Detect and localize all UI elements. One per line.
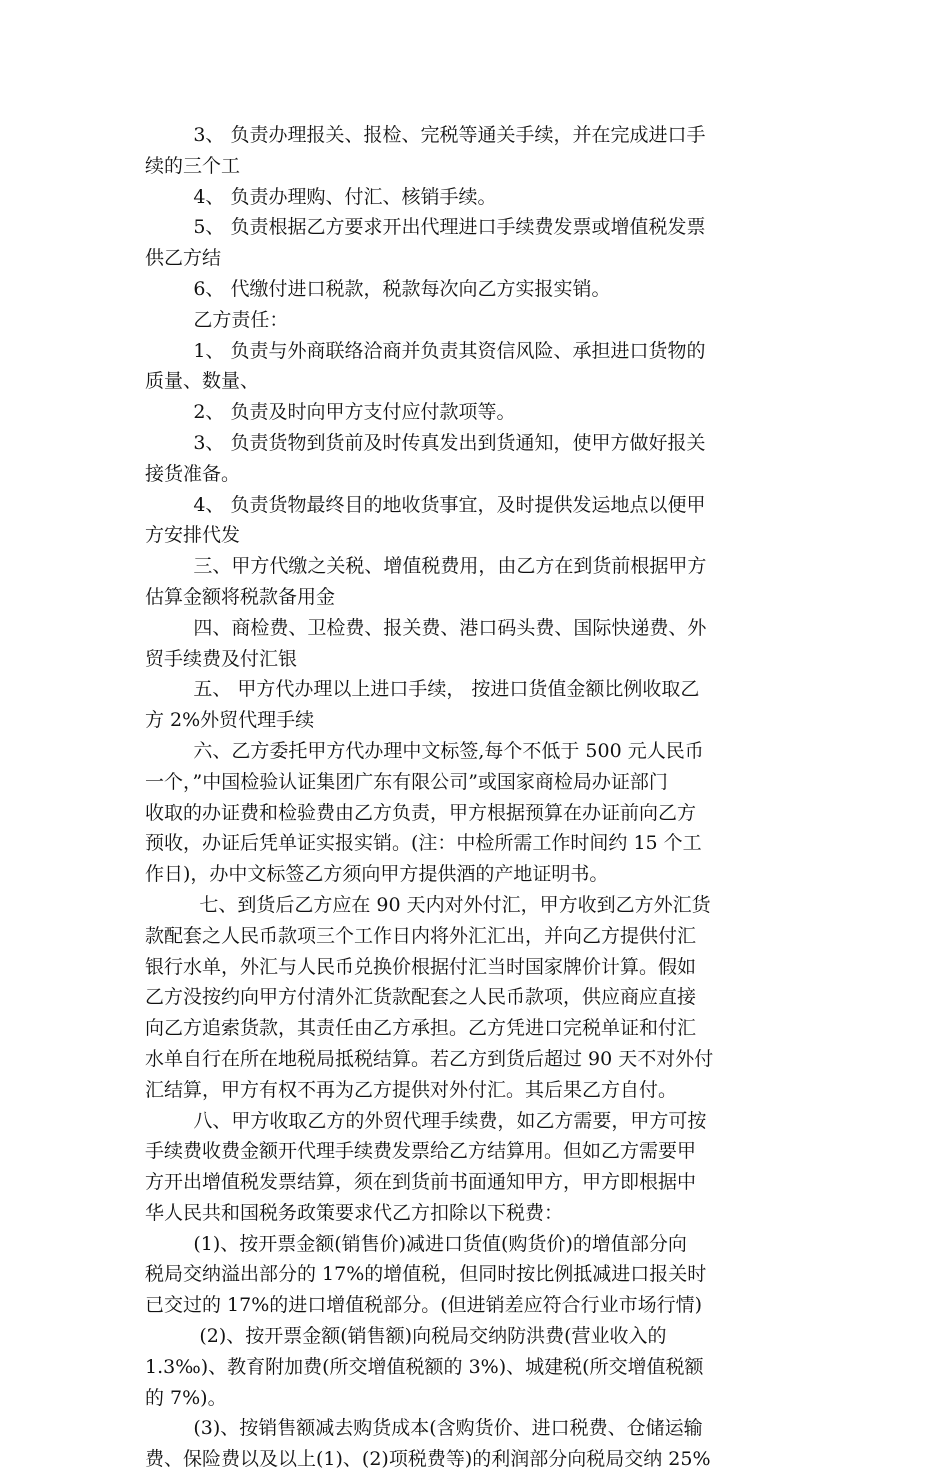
text-line: 4、 负责办理购、付汇、核销手续。 xyxy=(145,185,497,208)
paragraph-p4 xyxy=(145,274,810,305)
text-line: 乙方责任： xyxy=(145,308,289,331)
text-line: 费、保险费以及以上(1)、(2)项税费等)的利润部分向税局交纳 25% xyxy=(145,1448,711,1471)
text-line: (1)、按开票金额(销售价)减进口货值(购货价)的增值部分向 xyxy=(145,1232,687,1255)
text-line: (2)、按开票金额(销售额)向税局交纳防洪费(营业收入的 xyxy=(145,1325,667,1348)
text-line: 汇结算，甲方有权不再为乙方提供对外付汇。其后果乙方自付。 xyxy=(145,1078,678,1101)
text-line: (3)、按销售额减去购货成本(含购货价、进口税费、仓储运输 xyxy=(145,1417,703,1440)
text-line: 华人民共和国税务政策要求代乙方扣除以下税费： xyxy=(145,1201,564,1224)
paragraph-p12 xyxy=(145,674,810,736)
text-line: 方安排代发 xyxy=(145,524,241,547)
text-line: 1、 负责与外商联络洽商并负责其资信风险、承担进口货物的 xyxy=(145,339,706,362)
text-line: 2、 负责及时向甲方支付应付款项等。 xyxy=(145,401,516,424)
paragraph-p9 xyxy=(145,490,810,552)
text-line: 一个，”中国检验认证集团广东有限公司”或国家商检局办证部门 xyxy=(145,770,668,793)
text-line: 手续费收费金额开代理手续费发票给乙方结算用。但如乙方需要甲 xyxy=(145,1140,697,1163)
paragraph-p6 xyxy=(145,336,810,398)
text-line: 接货准备。 xyxy=(145,462,241,485)
text-line: 质量、数量、 xyxy=(145,370,260,393)
text-line: 作日)，办中文标签乙方须向甲方提供酒的产地证明书。 xyxy=(145,863,609,886)
paragraph-p17 xyxy=(145,1321,810,1413)
text-line: 税局交纳溢出部分的 17%的增值税，但同时按比例抵减进口报关时 xyxy=(145,1263,707,1286)
paragraph-p7 xyxy=(145,397,810,428)
text-line: 银行水单，外汇与人民币兑换价根据付汇当时国家牌价计算。假如 xyxy=(145,955,697,978)
text-line: 方开出增值税发票结算，须在到货前书面通知甲方，甲方即根据中 xyxy=(145,1171,697,1194)
text-line: 贸手续费及付汇银 xyxy=(145,647,298,670)
paragraph-p14 xyxy=(145,890,810,1106)
text-line: 3、 负责办理报关、报检、完税等通关手续，并在完成进口手 xyxy=(145,124,706,146)
text-line: 3、 负责货物到货前及时传真发出到货通知，使甲方做好报关 xyxy=(145,431,706,454)
text-line: 1.3‰)、教育附加费(所交增值税额的 3%)、城建税(所交增值税额 xyxy=(145,1355,704,1378)
text-line: 续的三个工 xyxy=(145,154,241,177)
paragraph-p13 xyxy=(145,736,810,890)
paragraph-p8 xyxy=(145,428,810,490)
text-line: 4、 负责货物最终目的地收货事宜，及时提供发运地点以便甲 xyxy=(145,493,706,516)
text-line: 七、到货后乙方应在 90 天内对外付汇，甲方收到乙方外汇货 xyxy=(145,893,711,916)
paragraph-p15 xyxy=(145,1106,810,1229)
paragraph-p11 xyxy=(145,613,810,675)
paragraph-p18 xyxy=(145,1413,810,1475)
text-line: 供乙方结 xyxy=(145,247,222,270)
text-line: 的 7%)。 xyxy=(145,1386,227,1409)
text-line: 五、 甲方代办理以上进口手续， 按进口货值金额比例收取乙 xyxy=(145,678,700,701)
paragraph-p3 xyxy=(145,212,810,274)
text-line: 四、商检费、卫检费、报关费、港口码头费、国际快递费、外 xyxy=(145,616,707,639)
paragraph-p16 xyxy=(145,1229,810,1321)
text-line: 方 2%外贸代理手续 xyxy=(145,709,315,732)
text-line: 已交过的 17%的进口增值税部分。(但进销差应符合行业市场行情) xyxy=(145,1294,703,1317)
text-line: 预收，办证后凭单证实报实销。(注：中检所需工作时间约 15 个工 xyxy=(145,832,702,855)
paragraph-p1 xyxy=(145,120,810,182)
text-line: 6、 代缴付进口税款，税款每次向乙方实报实销。 xyxy=(145,277,611,300)
text-line: 向乙方追索货款，其责任由乙方承担。乙方凭进口完税单证和付汇 xyxy=(145,1017,697,1040)
text-line: 六、乙方委托甲方代办理中文标签,每个不低于 500 元人民币 xyxy=(145,739,704,762)
text-line: 款配套之人民币款项三个工作日内将外汇汇出，并向乙方提供付汇 xyxy=(145,924,697,947)
paragraph-p10 xyxy=(145,551,810,613)
text-line: 水单自行在所在地税局抵税结算。若乙方到货后超过 90 天不对外付 xyxy=(145,1047,714,1070)
text-line: 三、甲方代缴之关税、增值税费用，由乙方在到货前根据甲方 xyxy=(145,555,707,578)
document-body xyxy=(145,120,810,1475)
paragraph-p2 xyxy=(145,182,810,213)
text-line: 八、甲方收取乙方的外贸代理手续费，如乙方需要，甲方可按 xyxy=(145,1109,707,1132)
text-line: 收取的办证费和检验费由乙方负责，甲方根据预算在办证前向乙方 xyxy=(145,801,697,824)
paragraph-p5 xyxy=(145,305,810,336)
text-line: 乙方没按约向甲方付清外汇货款配套之人民币款项，供应商应直接 xyxy=(145,986,697,1009)
text-line: 5、 负责根据乙方要求开出代理进口手续费发票或增值税发票 xyxy=(145,216,706,239)
text-line: 估算金额将税款备用金 xyxy=(145,585,336,608)
